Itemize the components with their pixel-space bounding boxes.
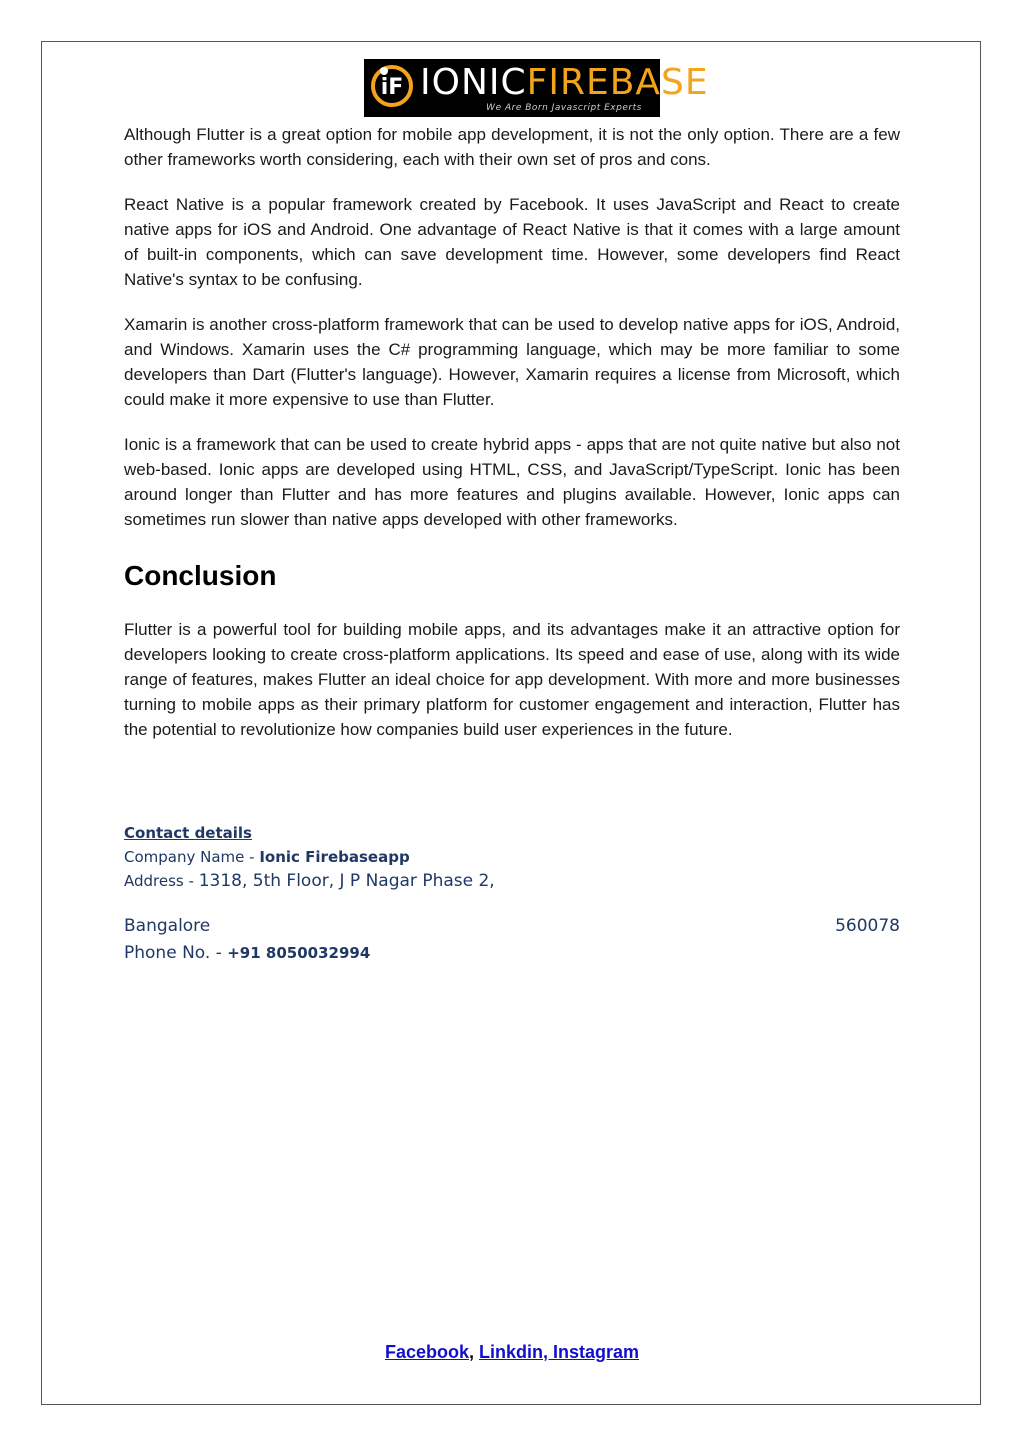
- company-name-line: [124, 845, 900, 869]
- phone-line: [124, 941, 900, 965]
- address-line: [124, 869, 900, 893]
- link-separator: ,: [468, 1342, 474, 1362]
- phone-label: Phone No. -: [124, 943, 228, 963]
- phone-value: +91 8050032994: [227, 944, 371, 962]
- contact-details: [124, 822, 900, 965]
- logo-letters: iF: [380, 75, 404, 100]
- city-line: [124, 911, 900, 941]
- logo-mark-icon: [369, 63, 415, 109]
- article-body: [124, 122, 900, 762]
- paragraph-conclusion: Flutter is a powerful tool for building mobile apps, and its advantages make it an attractive option for developers looking to create cross-platform applications. Its speed and ease of use, along with its wide range of features, makes Flutter an ideal choice for app development. With more and more businesses turning to mobile apps as their primary platform for customer engagement and interaction, Flutter has the potential to revolutionize how companies build user experiences in the future.: [124, 620, 900, 739]
- conclusion-heading: Conclusion: [124, 560, 277, 591]
- city: Bangalore: [124, 916, 211, 936]
- company-value: Ionic Firebaseapp: [259, 848, 410, 866]
- linkdin-instagram-link[interactable]: Linkdin, Instagram: [479, 1342, 640, 1362]
- address-value: 1318, 5th Floor, J P Nagar Phase 2,: [198, 871, 495, 891]
- logo-word-ionic: IONIC: [420, 62, 527, 103]
- logo-wordmark: [420, 61, 709, 105]
- paragraph-xamarin: Xamarin is another cross-platform framework that can be used to develop native apps for iOS, Android, and Windows. Xamarin uses the C# programming language, which may be more familiar to some developers than Dart (Flutter's language). However, Xamarin requires a license from Microsoft, which could make it more expensive to use than Flutter.: [124, 315, 900, 409]
- paragraph-ionic: Ionic is a framework that can be used to create hybrid apps - apps that are not quite native but also not web-based. Ionic apps are developed using HTML, CSS, and JavaScript/TypeScript. Ionic has been around longer than Flutter and has more features and plugins available. However, Ionic apps can sometimes run slower than native apps developed with other frameworks.: [124, 435, 900, 529]
- company-label: Company Name -: [124, 848, 260, 866]
- pincode: 560078: [835, 916, 900, 936]
- paragraph-intro: Although Flutter is a great option for mobile app development, it is not the only option. There are a few other frameworks worth considering, each with their own set of pros and cons.: [124, 125, 900, 169]
- logo-word-firebase: FIREBASE: [526, 62, 709, 103]
- paragraph-react-native: React Native is a popular framework created by Facebook. It uses JavaScript and React to create native apps for iOS and Android. One advantage of React Native is that it comes with a large amount of built-in components, which can save development time. However, some developers find React Native's syntax to be confusing.: [124, 195, 900, 289]
- logo-tagline: We Are Born Javascript Experts: [486, 103, 642, 113]
- contact-title: Contact details: [124, 824, 252, 842]
- ionic-firebase-logo: [364, 59, 709, 117]
- address-label: Address -: [124, 872, 199, 890]
- social-links: [0, 1340, 1024, 1364]
- facebook-link[interactable]: Facebook: [384, 1342, 469, 1362]
